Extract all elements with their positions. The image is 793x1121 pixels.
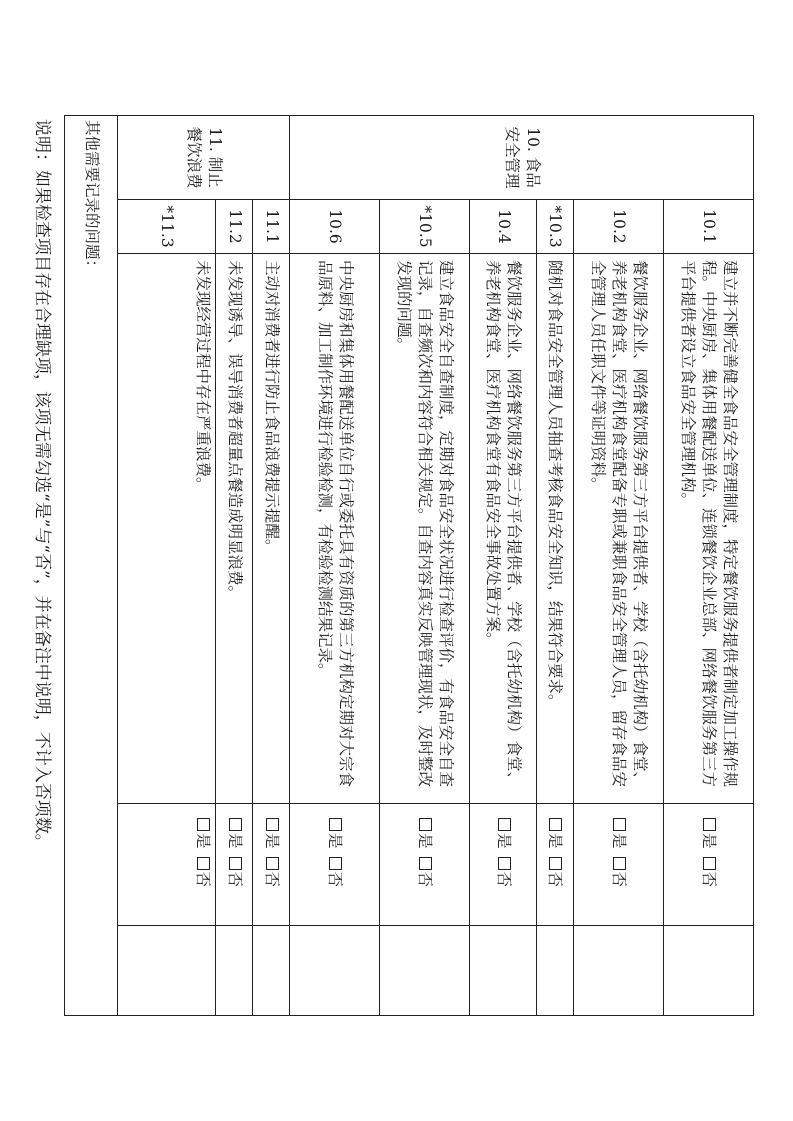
item-text: 中央厨房和集体用餐配送单位自行或委托具有资质的第三方机构定期对大宗食品原料、加工制作环境进行检验检测，有检验检测结果记录。 bbox=[290, 254, 380, 804]
item-number: 11.1 bbox=[253, 200, 290, 254]
item-text: 餐饮服务企业、网络餐饮服务第三方平台提供者、学校（含托幼机构）食堂、养老机构食堂、医疗机构食堂配备专职或兼职食品安全管理人员，留存食品安全管理人员任职文件等证明资料。 bbox=[573, 254, 663, 804]
yes-checkbox[interactable] bbox=[703, 818, 716, 831]
yes-checkbox[interactable] bbox=[266, 818, 279, 831]
table-row bbox=[253, 116, 290, 1016]
yes-checkbox[interactable] bbox=[329, 818, 342, 831]
remark-cell[interactable] bbox=[663, 926, 753, 1016]
yes-no-choice[interactable]: 是否 bbox=[380, 804, 470, 926]
remark-cell[interactable] bbox=[470, 926, 536, 1016]
remark-cell[interactable] bbox=[253, 926, 290, 1016]
table-row bbox=[470, 116, 536, 1016]
yes-checkbox[interactable] bbox=[229, 818, 242, 831]
no-checkbox[interactable] bbox=[549, 857, 562, 870]
item-number: 10.4 bbox=[470, 200, 536, 254]
category-stop-food-waste: 11. 制止餐饮浪费 bbox=[118, 116, 290, 200]
no-checkbox[interactable] bbox=[498, 857, 511, 870]
no-checkbox[interactable] bbox=[329, 857, 342, 870]
item-number: 10.1 bbox=[663, 200, 753, 254]
yes-no-choice[interactable]: 是否 bbox=[118, 804, 216, 926]
table-row bbox=[118, 116, 216, 1016]
remark-cell[interactable] bbox=[290, 926, 380, 1016]
item-number: 10.6 bbox=[290, 200, 380, 254]
yes-checkbox[interactable] bbox=[419, 818, 432, 831]
yes-checkbox[interactable] bbox=[549, 818, 562, 831]
table-row bbox=[573, 116, 663, 1016]
remark-cell[interactable] bbox=[536, 926, 573, 1016]
item-number: 10.2 bbox=[573, 200, 663, 254]
yes-no-choice[interactable]: 是否 bbox=[290, 804, 380, 926]
other-issues-label: 其他需要记录的问题： bbox=[65, 116, 118, 1016]
table-row bbox=[536, 116, 573, 1016]
yes-checkbox[interactable] bbox=[613, 818, 626, 831]
yes-no-choice[interactable]: 是否 bbox=[253, 804, 290, 926]
item-text: 未发现诱导、误导消费者超量点餐造成明显浪费。 bbox=[216, 254, 253, 804]
no-checkbox[interactable] bbox=[266, 857, 279, 870]
category-food-safety-management: 10. 食品安全管理 bbox=[290, 116, 754, 200]
table-row bbox=[290, 116, 380, 1016]
remark-cell[interactable] bbox=[216, 926, 253, 1016]
item-text: 餐饮服务企业、网络餐饮服务第三方平台提供者、学校（含托幼机构）食堂、养老机构食堂、医疗机构食堂有食品安全事故处置方案。 bbox=[470, 254, 536, 804]
no-checkbox[interactable] bbox=[419, 857, 432, 870]
no-checkbox[interactable] bbox=[229, 857, 242, 870]
item-text: 随机对食品安全管理人员抽查考核食品安全知识，结果符合要求。 bbox=[536, 254, 573, 804]
table-row bbox=[663, 116, 753, 1016]
yes-no-choice[interactable]: 是否 bbox=[536, 804, 573, 926]
item-text: 建立并不断完善健全食品安全管理制度，特定餐饮服务提供者制定加工操作规程。中央厨房、集体用餐配送单位、连锁餐饮企业总部、网络餐饮服务第三方平台提供者设立食品安全管理机构。 bbox=[663, 254, 753, 804]
no-checkbox[interactable] bbox=[613, 857, 626, 870]
item-number: *10.3 bbox=[536, 200, 573, 254]
inspection-table bbox=[64, 115, 754, 1016]
yes-no-choice[interactable]: 是否 bbox=[663, 804, 753, 926]
item-text: 主动对消费者进行防止食品浪费提示提醒。 bbox=[253, 254, 290, 804]
yes-checkbox[interactable] bbox=[197, 818, 210, 831]
item-number: 11.2 bbox=[216, 200, 253, 254]
yes-no-choice[interactable]: 是否 bbox=[470, 804, 536, 926]
footnote: 说明：如果检查项目存在合理缺项，该项无需勾选“是”与“否”，并在备注中说明，不计入否项数。 bbox=[32, 119, 52, 851]
table-row bbox=[65, 116, 118, 1016]
yes-no-choice[interactable]: 是否 bbox=[216, 804, 253, 926]
remark-cell[interactable] bbox=[380, 926, 470, 1016]
remark-cell[interactable] bbox=[573, 926, 663, 1016]
yes-no-choice[interactable]: 是否 bbox=[573, 804, 663, 926]
no-checkbox[interactable] bbox=[703, 857, 716, 870]
yes-checkbox[interactable] bbox=[498, 818, 511, 831]
item-number: *10.5 bbox=[380, 200, 470, 254]
table-row bbox=[380, 116, 470, 1016]
no-checkbox[interactable] bbox=[197, 857, 210, 870]
table-row bbox=[216, 116, 253, 1016]
item-text: 建立食品安全自查制度，定期对食品安全状况进行检查评价，有食品安全自查记录，自查频次和内容符合相关规定。自查内容真实反映管理现状，及时整改发现的问题。 bbox=[380, 254, 470, 804]
item-number: *11.3 bbox=[118, 200, 216, 254]
remark-cell[interactable] bbox=[118, 926, 216, 1016]
item-text: 未发现经营过程中存在严重浪费。 bbox=[118, 254, 216, 804]
